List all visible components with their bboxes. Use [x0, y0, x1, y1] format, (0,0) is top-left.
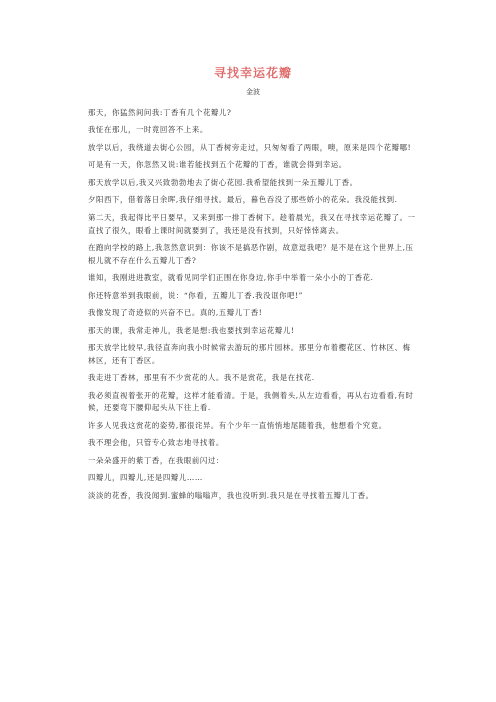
paragraph: 夕阳西下，借着落日余晖,我仔细寻找。最后，暮色吞没了那些娇小的花朵。我没能找到.: [88, 195, 398, 205]
paragraph: 那天放学比较早,我径直奔向我小时候常去游玩的那片园林。那里分布着樱花区、竹林区、梅林区，还有丁香区。: [88, 343, 411, 365]
paragraph: 我像发现了奇迹似的兴奋不已。真的,五瓣儿丁香!: [88, 308, 263, 318]
document-title: 寻找幸运花瓣: [213, 66, 292, 80]
paragraph: 放学以后，我绕道去街心公园，从丁香树旁走过，只匆匆看了两眼，噢，原来是四个花瓣哪!: [88, 142, 412, 152]
paragraph: 我走进丁香林，那里有不少赏花的人。我不是赏花，我是在找花.: [88, 373, 315, 383]
paragraph: 在跑向学校的路上,我忽然意识到：你该不是搞恶作剧，故意逗我吧？是不是在这个世界上,压根儿就不存在什么五瓣儿丁香?: [88, 242, 414, 265]
paragraph: 我不理会他，只管专心致志地寻找着。: [88, 438, 224, 448]
paragraph: 那天的课，我常走神儿，我老是想:我也要找到幸运花瓣儿!: [88, 325, 295, 335]
paragraph: 一朵朵盛开的紫丁香，在我眼前闪过：: [88, 455, 224, 465]
paragraph: 可是有一天，你忽然又说:谁若能找到五个花瓣的丁香，谁就会得到幸运。: [88, 160, 347, 170]
paragraph: 谁知，我刚进进教室，就看见同学们正围在你身边,你手中举着一朵小小的丁香花.: [88, 273, 374, 283]
paragraph: 第二天，我起得比平日要早，又来到那一排丁香树下。趁着晨光，我又在寻找幸运花瓣了。一直找了很久，眼看上课时间就要到了，我还是没有找到，只好悻悻离去。: [88, 212, 416, 235]
paragraph: 那天，你猛然间问我:丁香有几个花瓣儿?: [88, 108, 232, 117]
paragraph: 淡淡的花香，我没闻到.蜜蜂的嗡嗡声，我也没听到.我只是在寻找着五瓣儿丁香。: [88, 490, 374, 500]
paragraph: 许多人见我这赏花的姿势,都很诧异。有个少年一直悄悄地尾随着我，他想看个究竟。: [88, 420, 387, 430]
paragraph: 我必须直视着张开的花瓣，这样才能看清。于是，我侧着头,从左边看看，再从右边看看,有时候，还要弯下腰仰起头从下往上看.: [88, 390, 414, 413]
paragraph: 我怔在那儿，一时竟回答不上来。: [88, 125, 208, 135]
paragraph: 你还特意举到我眼前，说：“你看，五瓣儿丁香.我没诓你吧!”: [88, 290, 304, 300]
document-author: 金波: [246, 88, 260, 96]
paragraph: 那天放学以后,我又兴致勃勃地去了街心花园.我希望能找到一朵五瓣儿丁香。: [88, 177, 358, 187]
paragraph: 四瓣儿，四瓣儿,还是四瓣儿……: [88, 473, 203, 483]
document-body: [88, 107, 418, 502]
